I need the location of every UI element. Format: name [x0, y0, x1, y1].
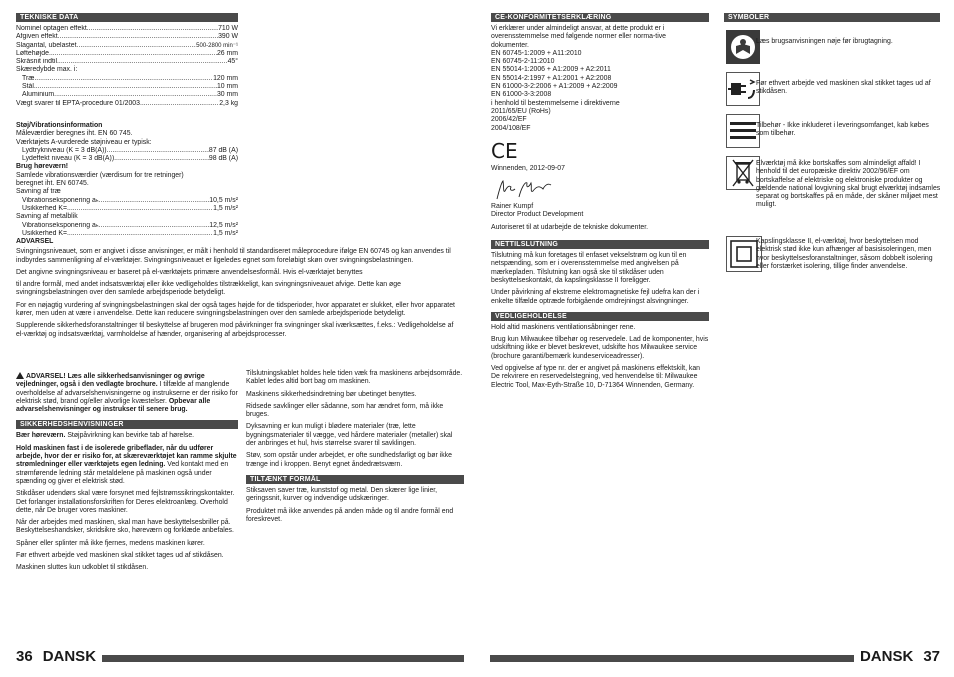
signer-name: Rainer Kumpf: [491, 203, 534, 211]
read-manual-icon: [726, 30, 760, 64]
mains-para: Under påvirkning af ekstreme elektromagnetiske fejl udefra kan der i enkelte tilfælde optræde forbigående omdrejningst alsvingninger.: [491, 289, 700, 305]
ce-line: 2004/108/EF: [491, 124, 531, 132]
ce-line: EN 60745-2-11:2010: [491, 58, 555, 66]
cut-depth-row: Træ ..... 120 mm: [16, 75, 238, 83]
grip-para: Hold maskinen fast i de isolerede gribeflader, når du udfører arbejde, hvor der er risiko for, at skæreværktøjet kan ramme skjulte strømledninger eller værktøjets egen ledning. Ved kontakt med en strømførende ledning står metaldelene på maskinen også under spænding og giver et elektrisk stød.: [16, 444, 237, 485]
safety-para: Støv, som opstår under arbejdet, er ofte sundhedsfarligt og bør ikke trænge ind i kroppen. Benyt egnet åndedrætsværn.: [246, 452, 452, 468]
hearing-protection: Brug høreværn!: [16, 163, 69, 171]
safety-para: Maskinen sluttes kun udkoblet til stikdåsen.: [16, 564, 149, 572]
page-number: 37: [923, 647, 940, 665]
symbol-row: [726, 156, 946, 236]
crossed-bin-icon: [726, 156, 760, 190]
cut-depth-row: Stål ..... 10 mm: [16, 83, 238, 91]
purpose-header: TILTÆNKT FORMÅL: [246, 475, 464, 484]
ce-mark-icon: CE: [491, 138, 518, 163]
ce-line: 2011/65/EU (RoHs): [491, 107, 551, 115]
symbol-text: Læs brugsanvisningen nøje før ibrugtagning.: [756, 38, 893, 45]
advarsel-para: Supplerende sikkerhedsforanstaltninger til beskyttelse af brugeren mod påvirkninger fra svingninger skal iværksættes, f.eks.: Vedligeholdelse af el-værktøj og indsatsværktøj, varmholdelse af hænder, organisering af arbejdsprocesser.: [16, 322, 454, 338]
vib-row: Usikkerhed K= ..... 1,5 m/s²: [16, 205, 238, 213]
symbol-row: [726, 236, 946, 296]
safety-para: Dyksavning er kun muligt i bløderе materialer (træ, lette bygningsmaterialer til vægge, ved hårdere materialer (metaller) skal der anbringes et hul, hvis størrelse svarer til savklingen.: [246, 423, 453, 448]
specs-list: [16, 25, 238, 108]
ce-authorised: Autoriseret til at udarbejde de tekniske dokumenter.: [491, 223, 649, 231]
safety-para: Når der arbejdes med maskinen, skal man have beskyttelsesbriller på. Beskyttelseshandsker, skridsikre sko, høreværn og forklæde anbefales.: [16, 519, 234, 535]
left-lower-col-1: [16, 372, 238, 577]
vib-line: beregnet iht. EN 60745.: [16, 180, 89, 188]
maintenance-para: Hold altid maskinens ventilationsåbninger rene.: [491, 323, 636, 331]
right-column-1: [491, 13, 709, 394]
weight-row: Vægt svarer til EPTA-procedure 01/2003 ..... 2,3 kg: [16, 100, 238, 108]
noise-row: Lydeffekt niveau (K = 3 dB(A)) ..... 98 dB (A): [16, 155, 238, 163]
metal-label: Savning af metalblik: [16, 213, 78, 221]
mains-para: Tilslutning må kun foretages til enfaset vekselstrøm og kun til en netspænding, som er i overensstemmelse med angivelsen på mærkepladen. Tilslutning kan også ske til stikdåser uden beskyttelseskontakt, da kapslingsklasse II foreligger.: [491, 252, 687, 284]
signature-icon: [493, 177, 563, 203]
noise-row: Lydtrykniveau (K = 3 dB(A)) ..... 87 dB (A): [16, 147, 238, 155]
safety-para: Maskinens sikkerhedsindretning bør ubetinget benyttes.: [246, 390, 417, 398]
advarsel-para: til andre formål, med andet indsatsværktøj eller ikke vedligeholdes tilstrækkeligt, kan svingningsniveauet afvige. Dette kan øge svingningsbelastningen over den samlede arbejdsperiode betydeligt.: [16, 281, 401, 297]
maintenance-para: Brug kun Milwaukee tilbehør og reservedele. Lad de komponenter, hvis udskiftning ikke er blevet beskrevet, udskifte hos Milwaukee service (brochure garanti/bemærk kundeserviceadresser).: [491, 336, 709, 360]
unplug-icon: [726, 72, 760, 106]
advarsel-para: Svingningsniveauet, som er angivet i disse anvisninger, er målt i henhold til standardiseret måleprocedure ifølge EN 60745 og kan anvendes til indbyrdes sammenligning af el-værktøjer. Svingningsniveauet er ligeledes egnet som foreløbigt skøn over svingningsbelastningen.: [16, 248, 451, 264]
general-warning: ADVARSEL! Læs alle sikkerhedsanvisninger og øvrige vejledninger, også i den vedlagte brochure. I tilfælde af manglende overholdelse af advarselshenvisningerne og instrukserne er der risiko for elektrisk stød, brand og/eller alvorlige kvæstelser. Opbevar alle advarselshenvisninger og instrukser til senere brug.: [16, 373, 238, 414]
mains-header: NETTILSLUTNING: [491, 240, 709, 249]
noise-title: Støj/Vibrationsinformation: [16, 121, 103, 129]
ce-line: dokumenter.: [491, 41, 529, 49]
safety-header: SIKKERHEDSHENVISNINGER: [16, 420, 238, 429]
footer-bar: [490, 655, 854, 662]
vib-row: Vibrationseksponering aₕ ..... 12,5 m/s²: [16, 222, 238, 230]
language-label: DANSK: [42, 647, 97, 665]
symbol-text: Kapslingsklasse II, el-værktøj, hvor beskyttelsen mod elektrisk stød ikke kun afhænger af basisisoleringen, men hvor beskyttelsesforanstaltninger, såsom dobbelt isolering eller forstærket isolering, tillige finder anvendelse.: [756, 238, 933, 270]
symbol-text: Tilbehør - Ikke inkluderet i leveringsomfanget, kab købes som tilbehør.: [756, 122, 929, 138]
spec-row: Skråsnit indtil ..... 45°: [16, 58, 238, 66]
advarsel-title: ADVARSEL: [16, 238, 54, 245]
spec-row: Afgiven effekt ..... 390 W: [16, 33, 238, 41]
saw-blades-icon: [726, 114, 760, 148]
right-page-footer: [490, 648, 940, 664]
safety-para: Tilslutningskablet holdes hele tiden væk fra maskinens arbejdsområde. Kablet ledes altid bort bag om maskinen.: [246, 370, 463, 386]
left-page-footer: [16, 648, 464, 664]
footer-bar: [102, 655, 464, 662]
safety-para: Ridsede savklinger eller sådanne, som har ændret form, må ikke bruges.: [246, 402, 444, 419]
safety-para: Spåner eller splinter må ikke fjernes, medens maskinen kører.: [16, 539, 205, 547]
vib-line: Samlede vibrationsværdier (værdisum for tre retninger): [16, 171, 184, 179]
spec-row: Nominel optagen effekt ..... 710 W: [16, 25, 238, 33]
ce-line: EN 60745-1:2009 + A11:2010: [491, 49, 582, 57]
symbol-row: [726, 114, 946, 154]
maintenance-para: Ved opgivelse af type nr. der er angivet på maskinens effektskilt, kan De rekvirere en reservedelstegning, ved henvendelse til: Milwaukee Electric Tool, Max-Eyth-Straße 10, D-71364 Winnenden, Germany.: [491, 365, 701, 389]
noise-line: Værktøjets A-vurderede støjniveau er typisk:: [16, 138, 152, 146]
spec-row: Slagantal, ubelastet ..... 500-2800 min⁻¹: [16, 42, 238, 50]
ce-line: 2006/42/EF: [491, 116, 527, 124]
safety-para: Stikdåser udendørs skal være forsynet med fejlstrømssikringskontakter. Det forlanger installationsforskriften for Deres elektroanlæg. Overhold dette, når De bruger vores maskiner.: [16, 490, 235, 514]
purpose-para: Produktet må ikke anvendes på anden måde og til andre formål end foreskrevet.: [246, 507, 454, 523]
left-column-1: [16, 13, 238, 238]
ce-line: EN 55014-2:1997 + A1:2001 + A2:2008: [491, 74, 612, 82]
purpose-para: Stiksaven saver træ, kunststof og metal. Den skærer lige linier, geringssnit, kurver og indvendige udskæringer.: [246, 486, 438, 503]
advarsel-section: [16, 238, 462, 343]
ce-line: EN 61000-3-2:2006 + A1:2009 + A2:2009: [491, 83, 618, 91]
cut-depth-row: Aluminium ..... 30 mm: [16, 91, 238, 99]
ce-line: overensstemmelse med følgende normer eller norma-tive: [491, 33, 667, 41]
ce-line: EN 55014-1:2006 + A1:2009 + A2:2011: [491, 66, 611, 74]
vib-row: Usikkerhed K= ..... 1,5 m/s²: [16, 230, 238, 238]
advarsel-para: For en nøjagtig vurdering af svingningsbelastningen skal der også tages højde for de tidsperioder, hvor apparatet er slukket, eller hvor apparatet kører, men uden at være i anvendelse. Dette kan reducere svingningsbelastningen over den samlede arbejdsperiode betydeligt.: [16, 301, 455, 318]
symbol-row: [726, 72, 946, 112]
warning-triangle-icon: [16, 372, 24, 379]
ear-protection-para: Bær høreværn. Støjpåvirkning kan bevirke tab af hørelse.: [16, 432, 195, 440]
ce-line: EN 61000-3-3:2008: [491, 91, 552, 99]
symbol-text: Elværktøj må ikke bortskaffes som almindeligt affald! I henhold til det europæiske direktiv 2002/96/EF om bortskaffelse af elektriske og elektroniske produkter og gældende national lovgivning skal brugt elværktøj indsamles separat og bortskaffes på en måde, der skåner miljøet mest muligt.: [756, 160, 941, 209]
signer-title: Director Product Development: [491, 211, 584, 219]
ce-line: Vi erklærer under almindeligt ansvar, at dette produkt er i: [491, 25, 665, 32]
ce-place-date: Winnenden, 2012-09-07: [491, 164, 565, 172]
vib-row: Vibrationseksponering aₕ ..... 10,5 m/s²: [16, 197, 238, 205]
noise-line: Måleværdier beregnes iht. EN 60 745.: [16, 130, 133, 138]
tech-data-header: TEKNISKE DATA: [16, 13, 238, 22]
advarsel-para: Det angivne svingningsniveau er baseret på el-værktøjets primære anvendelsesformål. Hvis el-værktøjet benyttes: [16, 268, 363, 276]
symbols-column: [724, 13, 940, 25]
symbol-text: Før ethvert arbejde ved maskinen skal stikket tages ud af stikdåsen.: [756, 80, 931, 96]
page-number: 36: [16, 647, 33, 665]
ce-line: i henhold til bestemmelserne i direktiverne: [491, 99, 620, 107]
language-label: DANSK: [859, 647, 914, 665]
cut-depth-label: Skæredybde max. i:: [16, 66, 78, 74]
wood-label: Savning af træ: [16, 188, 61, 196]
symbols-header: SYMBOLER: [724, 13, 940, 22]
safety-para: Før ethvert arbejde ved maskinen skal stikket tages ud af stikdåsen.: [16, 552, 224, 560]
symbol-row: [726, 30, 946, 70]
ce-header: CE-KONFORMITETSERKLÆRING: [491, 13, 709, 22]
spec-row: Løftehøjde ..... 26 mm: [16, 50, 238, 58]
left-lower-col-2: [246, 370, 464, 528]
maintenance-header: VEDLIGEHOLDELSE: [491, 312, 709, 321]
